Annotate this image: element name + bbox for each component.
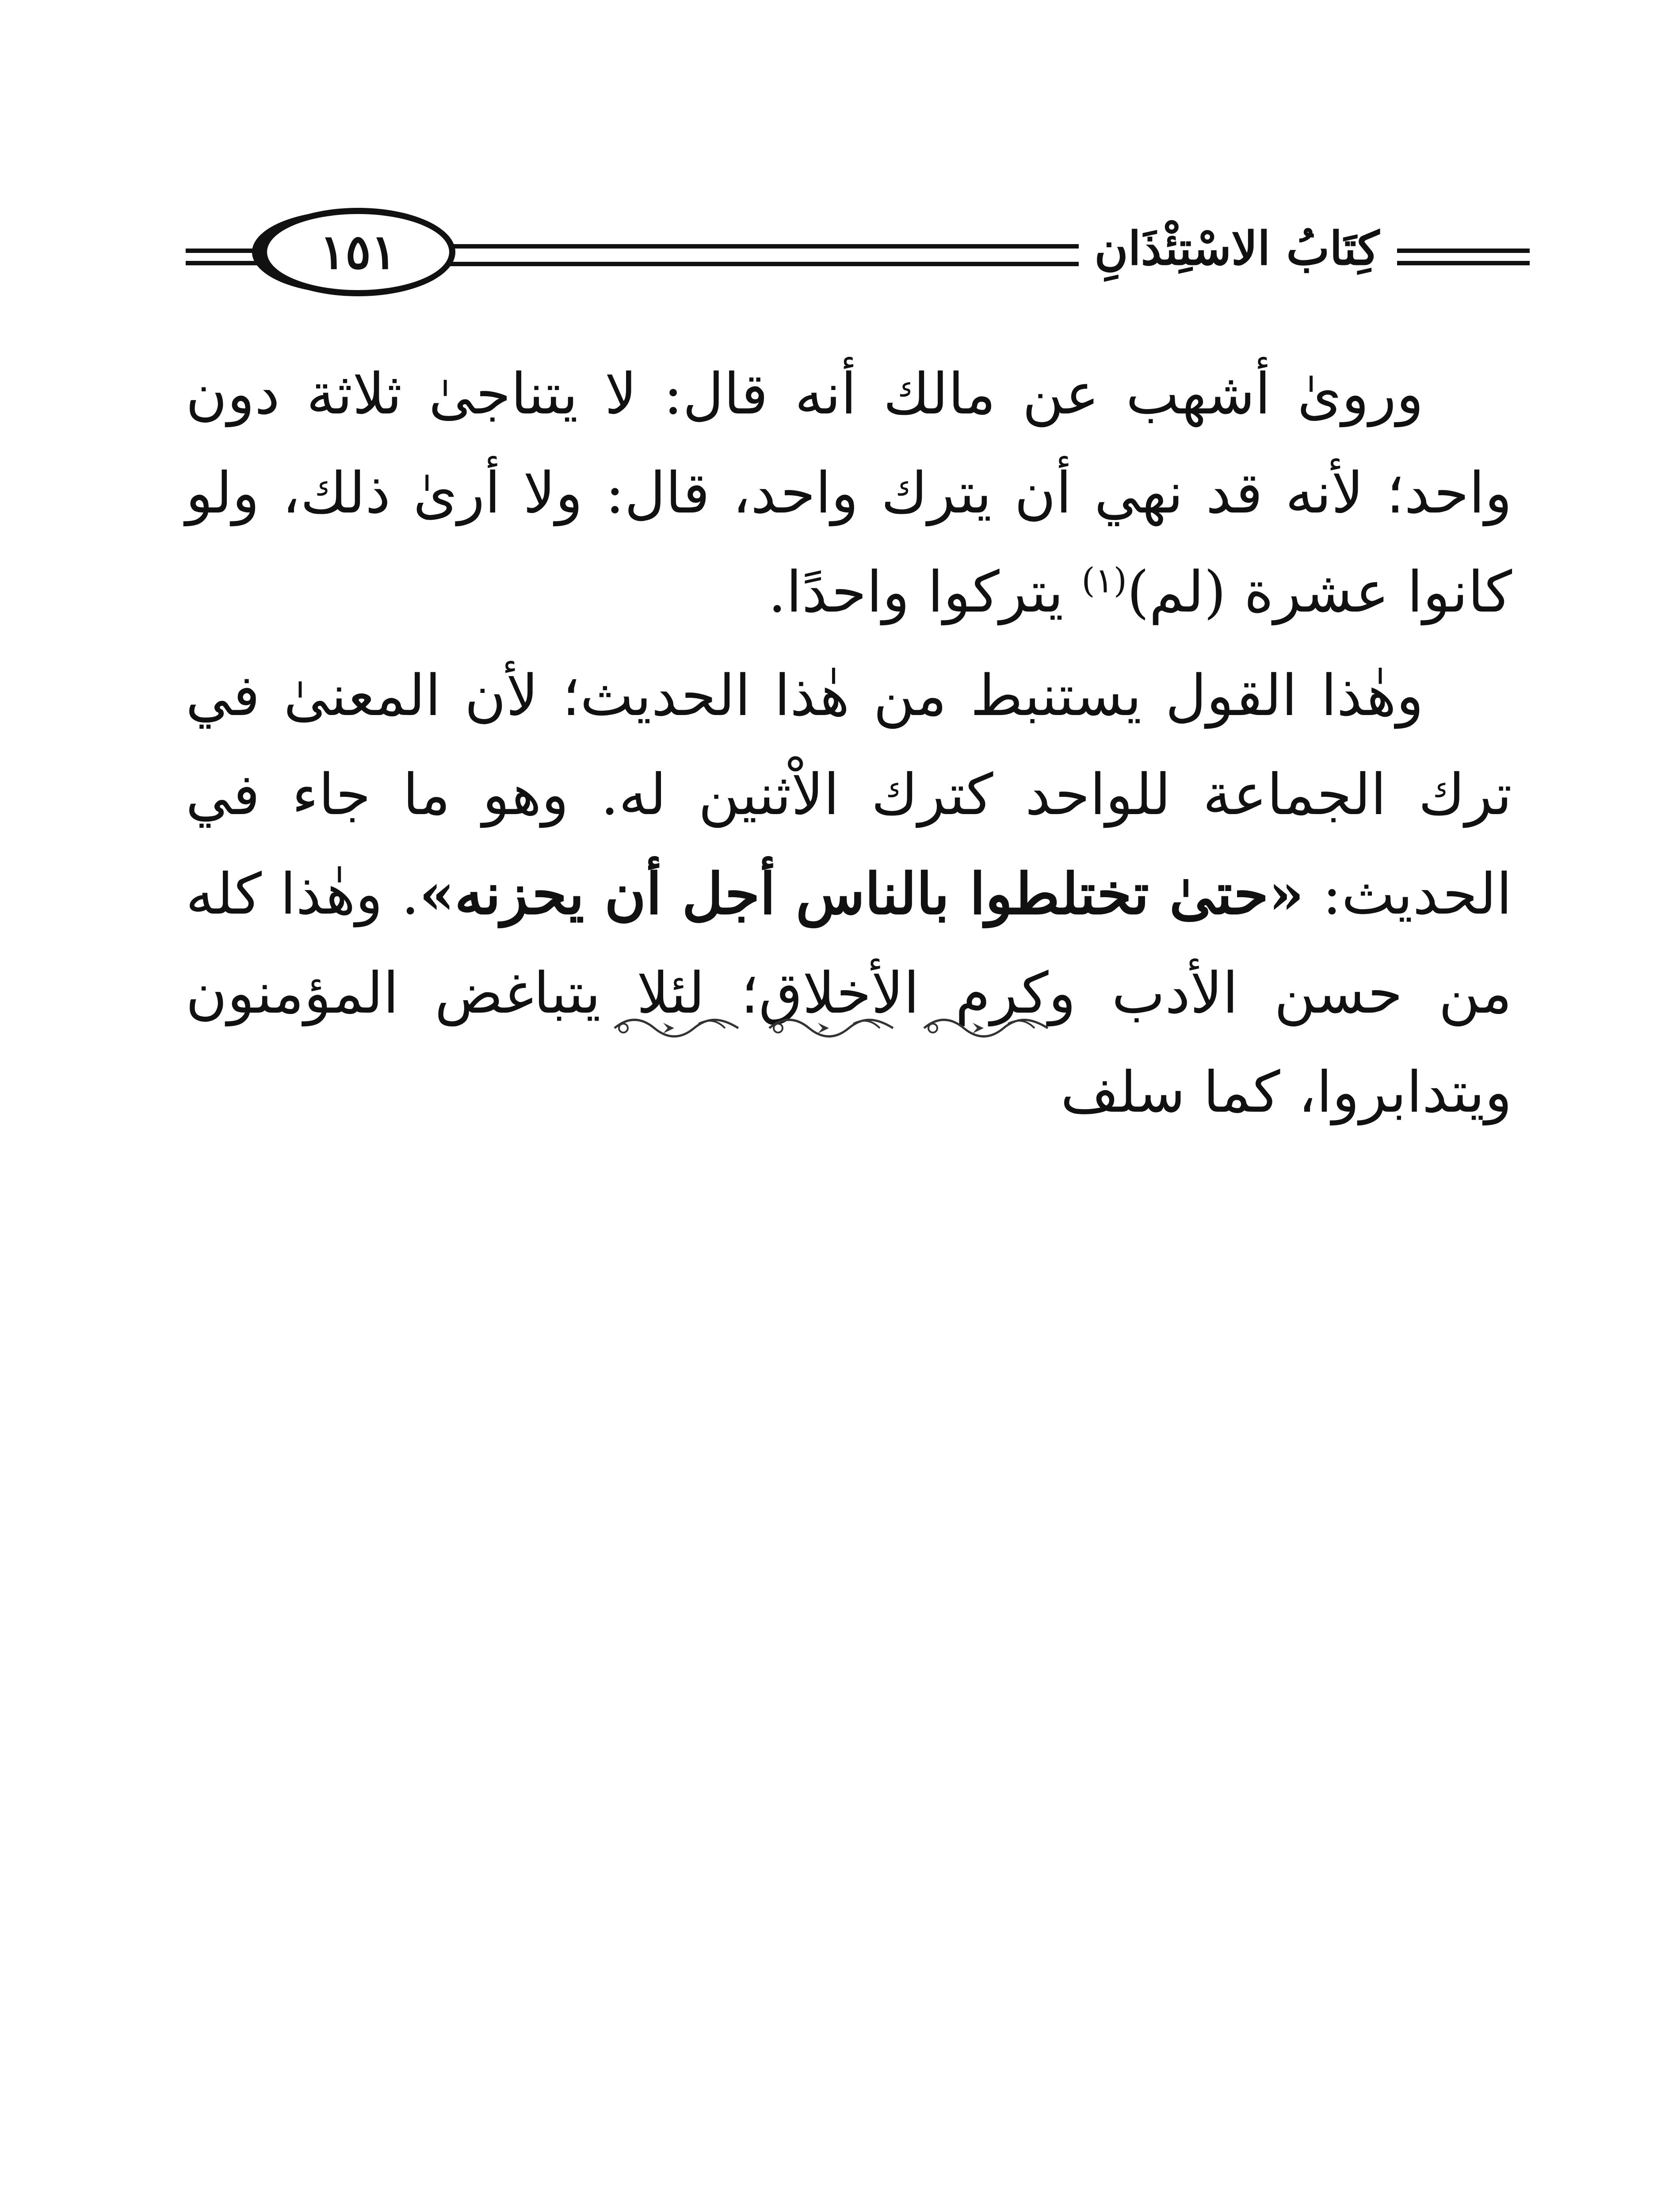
floral-ornament-icon (610, 1015, 743, 1041)
header-rule-long (398, 244, 1079, 266)
page-number: ١٥١ (319, 224, 397, 280)
book-title: كِتَابُ الاسْتِئْذَانِ (1094, 221, 1379, 275)
hadith-quote: «حتىٰ تختلطوا بالناس أجل أن يحزنه» (419, 861, 1304, 927)
footnote-reference[interactable]: (١) (1081, 561, 1127, 601)
ornament-unit (920, 1015, 1052, 1041)
page-number-badge (261, 208, 455, 296)
page-header (186, 208, 1530, 305)
floral-ornament-icon (920, 1015, 1052, 1041)
decorative-floral-divider-icon (610, 1013, 1052, 1044)
header-rule-right (1397, 249, 1530, 265)
paragraph-2-text-1: وهٰذا القول يستنبط من هٰذا الحديث؛ لأن المعنىٰ في ترك الجماعة للواحد كترك الاْثنين له. وهو ما جاء في الحديث: (186, 663, 1512, 927)
ornament-unit (765, 1015, 897, 1041)
paragraph-2 (186, 646, 1512, 1142)
paragraph-1-text: وروىٰ أشهب عن مالك أنه قال: لا يتناجىٰ ثلاثة دون واحد؛ لأنه قد نهي أن يترك واحد، قال: ولا أرىٰ ذلك، ولو كانوا عشرة (لم) (186, 361, 1512, 625)
paragraph-1 (186, 345, 1512, 642)
floral-ornament-icon (765, 1015, 897, 1041)
ornament-unit (610, 1015, 743, 1041)
paragraph-2-text-2: . وهٰذا كله من حسن الأدب وكرم الأخلاق؛ لئلا يتباغض المؤمنون ويتدابروا، كما سلف (186, 861, 1512, 1125)
paragraph-1-text-after: يتركوا واحدًا. (768, 559, 1082, 625)
